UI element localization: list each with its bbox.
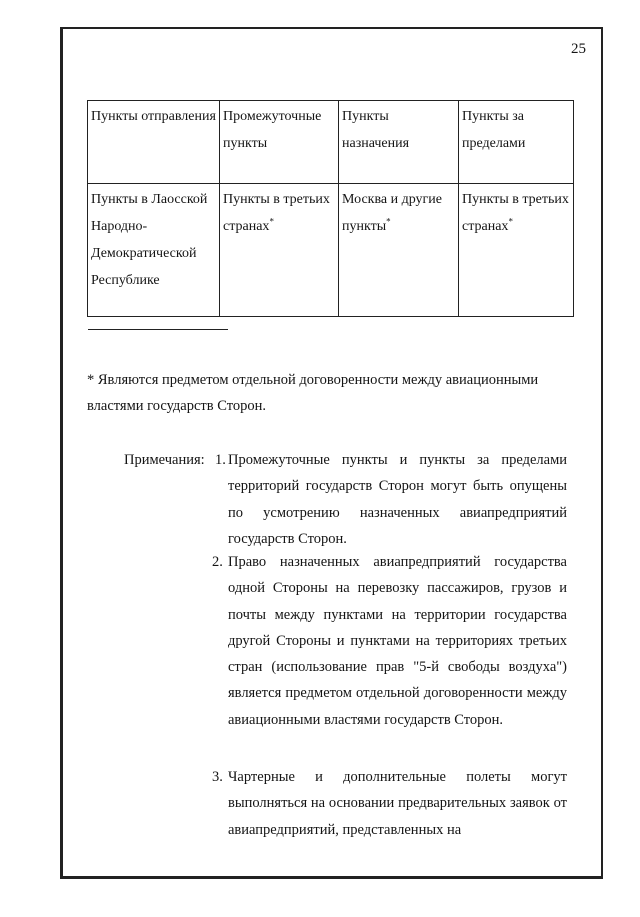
footnote-marker: * (508, 216, 513, 227)
note-number: 2. (212, 554, 223, 570)
note-text: Чартерные и дополнительные полеты могут выполняться на основании предварительных заявок от авиапредприятий, представленных на (228, 769, 567, 838)
note-item-3 (212, 764, 567, 843)
header-departure-points: Пункты отправления (88, 101, 220, 184)
note-item-2 (212, 549, 567, 733)
table-header-row (88, 101, 574, 184)
header-intermediate-points: Промежуточные пункты (220, 101, 339, 184)
cell-beyond-points (459, 184, 574, 317)
cell-text: Пункты в третьих странах (462, 192, 569, 234)
cell-destination-points (339, 184, 459, 317)
cell-text: Пункты в третьих странах (223, 192, 330, 234)
notes-label: Примечания: (124, 452, 205, 468)
footnote-marker: * (269, 216, 274, 227)
header-beyond-points: Пункты за пределами (459, 101, 574, 184)
page-number: 25 (571, 41, 586, 57)
footnote-text: * Являются предметом отдельной договоренности между авиационными властями государств Сторон. (87, 372, 539, 414)
cell-departure-points (88, 184, 220, 317)
note-number: 1. (215, 452, 226, 468)
note-text: Право назначенных авиапредприятий государства одной Стороны на перевозку пассажиров, грузов и почты между пунктами на территории государства другой Стороны и пунктами на территориях третьих стран (использование прав "5-й свободы воздуха") является предметом отдельной договоренности между авиационными властями государств Сторон. (228, 554, 567, 728)
cell-text: Пункты в Лаосской Народно-Демократической Республике (91, 192, 208, 288)
footnote-separator (88, 329, 228, 330)
note-number: 3. (212, 769, 223, 785)
footnote-marker: * (386, 216, 391, 227)
cell-text: Москва и другие пункты (342, 192, 442, 234)
table-row (88, 184, 574, 317)
route-table (87, 100, 574, 317)
note-item-1 (215, 447, 567, 552)
cell-intermediate-points (220, 184, 339, 317)
note-text: Промежуточные пункты и пункты за пределами территорий государств Сторон могут быть опущены по усмотрению назначенных авиапредприятий государств Сторон. (228, 452, 567, 547)
header-destination-points: Пункты назначения (339, 101, 459, 184)
